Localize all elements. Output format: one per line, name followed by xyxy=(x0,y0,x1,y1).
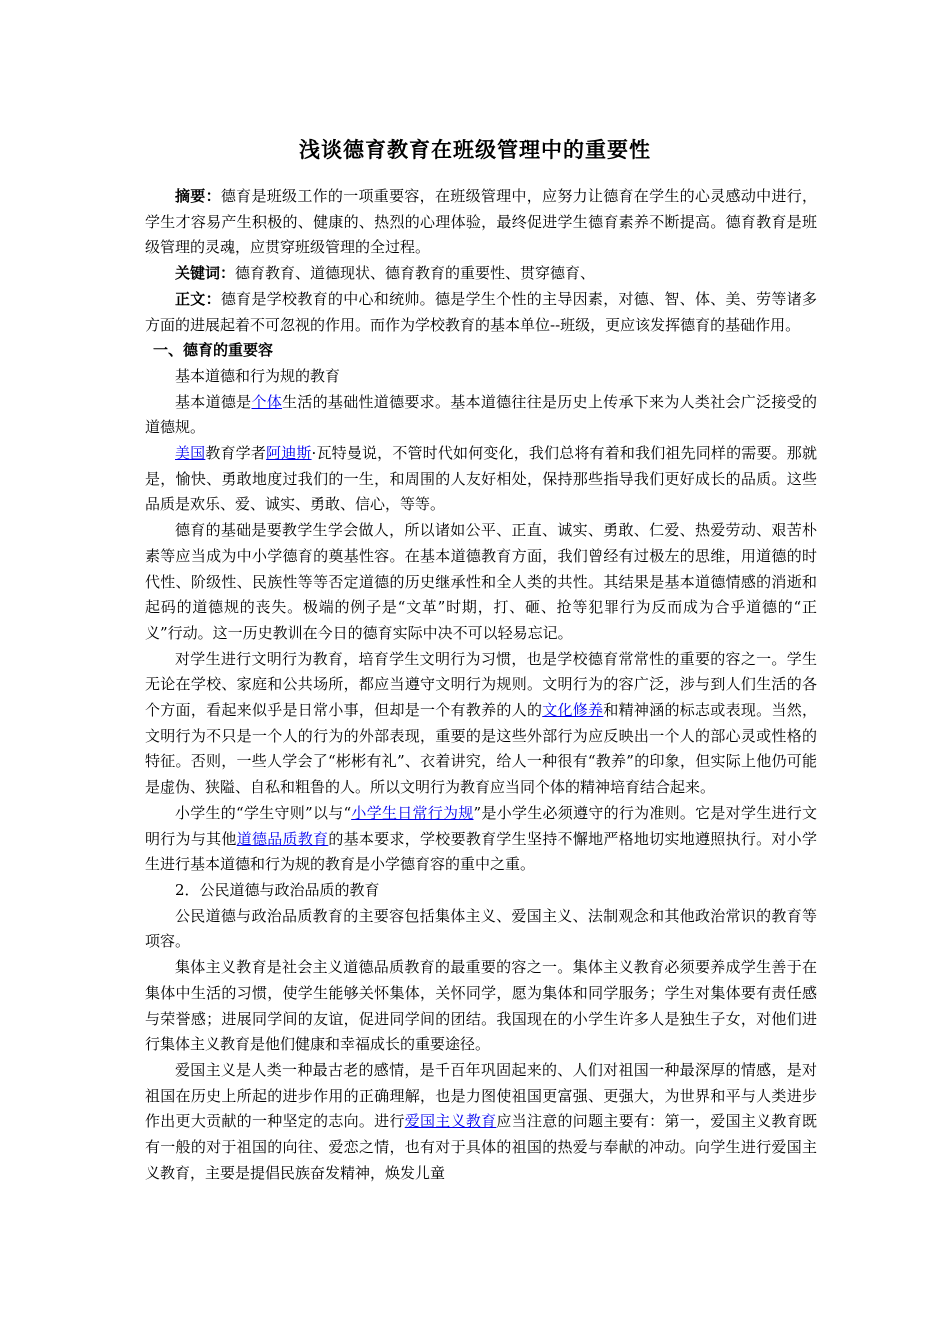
paragraph-7: 集体主义教育是社会主义道德品质教育的最重要的容之一。集体主义教育必须要养成学生善于在集体中生活的习惯，使学生能够关怀集体，关怀同学，愿为集体和同学服务；学生对集体要有责任感与荣誉感；进展同学间的友谊，促进同学间的团结。我国现在的小学生许多人是独生子女，对他们进行集体主义教育是他们健康和幸福成长的重要途径。 xyxy=(145,958,817,1054)
document-body xyxy=(145,184,817,1186)
paragraph-1-text-a: 基本道德是 xyxy=(175,392,252,411)
document-title: 浅谈德育教育在班级管理中的重要性 xyxy=(299,137,651,162)
paragraph-2-text-a: 教育学者 xyxy=(205,444,267,463)
paragraph-8-text-a: 爱国主义是人类一种最古老的感情，是千百年巩固起来的、人们对祖国一种最深厚的情感，是对祖国在历史上所起的进步作用的正确理解，也是力图使祖国更富强、更强大，为世界和平与人类进步作出更大贡献的一种坚定的志向。进行 xyxy=(145,1060,817,1131)
link-individual[interactable]: 个体 xyxy=(251,392,283,411)
body-intro-text: 德育是学校教育的中心和统帅。德是学生个性的主导因素，对德、智、体、美、劳等诸多方面的进展起着不可忽视的作用。而作为学校教育的基本单位--班级，更应该发挥德育的基础作用。 xyxy=(145,289,817,334)
paragraph-8 xyxy=(145,1058,817,1187)
paragraph-5-text-a: 小学生的“学生守则”以与“ xyxy=(175,803,352,822)
subheading-1: 基本道德和行为规的教育 xyxy=(175,366,341,385)
paragraph-5-text-b: ”是小学生必须遵守的行为准则。它是对学生进行文明行为与其他 xyxy=(145,803,817,848)
link-moral-education[interactable]: 道德品质教育 xyxy=(236,829,329,848)
paragraph-2-text-b: ·瓦特曼说，不管时代如何变化，我们总将有着和我们祖先同样的需要。那就是，愉快、勇敢地度过我们的一生，和周围的人友好相处，保持那些指导我们更好成长的品质。这些品质是欢乐、爱、诚实、勇敢、信心，等等。 xyxy=(145,444,817,514)
keywords-label: 关键词： xyxy=(175,264,236,283)
body-intro-label: 正文： xyxy=(175,289,221,308)
body-intro-paragraph xyxy=(145,287,817,338)
abstract-label: 摘要： xyxy=(175,187,221,205)
keywords-paragraph xyxy=(145,261,817,287)
paragraph-8-text-b: 应当注意的问题主要有：第一，爱国主义教育既有一般的对于祖国的向往、爱恋之情，也有对于具体的祖国的热爱与奉献的冲动。向学生进行爱国主义教育，主要是提倡民族奋发精神，焕发儿童 xyxy=(145,1112,817,1182)
abstract-paragraph xyxy=(145,184,817,261)
link-patriotism-education[interactable]: 爱国主义教育 xyxy=(404,1112,497,1131)
paragraph-1 xyxy=(145,390,817,441)
link-pupil-daily-conduct[interactable]: 小学生日常行为规 xyxy=(351,803,474,822)
abstract-text: 德育是班级工作的一项重要容，在班级管理中，应努力让德育在学生的心灵感动中进行，学生才容易产生积极的、健康的、热烈的心理体验，最终促进学生德育素养不断提高。德育教育是班级管理的灵魂，应贯穿班级管理的全过程。 xyxy=(145,187,817,257)
paragraph-2 xyxy=(145,441,817,518)
paragraph-5-text-c: 的基本要求，学校要教育学生坚持不懈地严格地切实地遵照执行。对小学生进行基本道德和行为规的教育是小学德育容的重中之重。 xyxy=(145,829,817,874)
link-usa[interactable]: 美国 xyxy=(175,444,206,463)
link-adis[interactable]: 阿迪斯 xyxy=(266,444,312,463)
paragraph-4-text-a: 对学生进行文明行为教育，培育学生文明行为习惯，也是学校德育常常性的重要的容之一。学生无论在学校、家庭和公共场所，都应当遵守文明行为规则。文明行为的容广泛，涉与到人们生活的各个方面，看起来似乎是日常小事，但却是一个有教养的人的 xyxy=(145,649,817,720)
paragraph-1-text-b: 生活的基础性道德要求。基本道德往往是历史上传承下来为人类社会广泛接受的道德规。 xyxy=(145,392,817,437)
paragraph-5 xyxy=(145,801,817,878)
section-heading-1: 一、德育的重要容 xyxy=(153,341,274,360)
paragraph-6: 公民道德与政治品质教育的主要容包括集体主义、爱国主义、法制观念和其他政治常识的教育等项容。 xyxy=(145,906,817,951)
paragraph-4 xyxy=(145,647,817,801)
paragraph-3: 德育的基础是要教学生学会做人，所以诸如公平、正直、诚实、勇敢、仁爱、热爱劳动、艰苦朴素等应当成为中小学德育的奠基性容。在基本道德教育方面，我们曾经有过极左的思维，用道德的时代性、阶级性、民族性等等否定道德的历史继承性和全人类的共性。其结果是基本道德情感的消逝和起码的道德规的丧失。极端的例子是“文革”时期，打、砸、抢等犯罪行为反而成为合乎道德的“正义”行动。这一历史教训在今日的德育实际中决不可以轻易忘记。 xyxy=(145,521,817,642)
keywords-text: 德育教育、道德现状、德育教育的重要性、贯穿德育、 xyxy=(235,264,596,283)
subheading-2: 2．公民道德与政治品质的教育 xyxy=(175,880,380,899)
link-cultural-cultivation[interactable]: 文化修养 xyxy=(542,701,604,720)
paragraph-4-text-b: 和精神涵的标志或表现。当然，文明行为不只是一个人的行为的外部表现，重要的是这些外部行为应反映出一个人的部心灵或性格的特征。否则，一些人学会了“彬彬有礼”、衣着讲究，给人一种很有“教养”的印象，但实际上他仍可能是虚伪、狭隘、自私和粗鲁的人。所以文明行为教育应当同个体的精神培育结合起来。 xyxy=(145,701,817,797)
